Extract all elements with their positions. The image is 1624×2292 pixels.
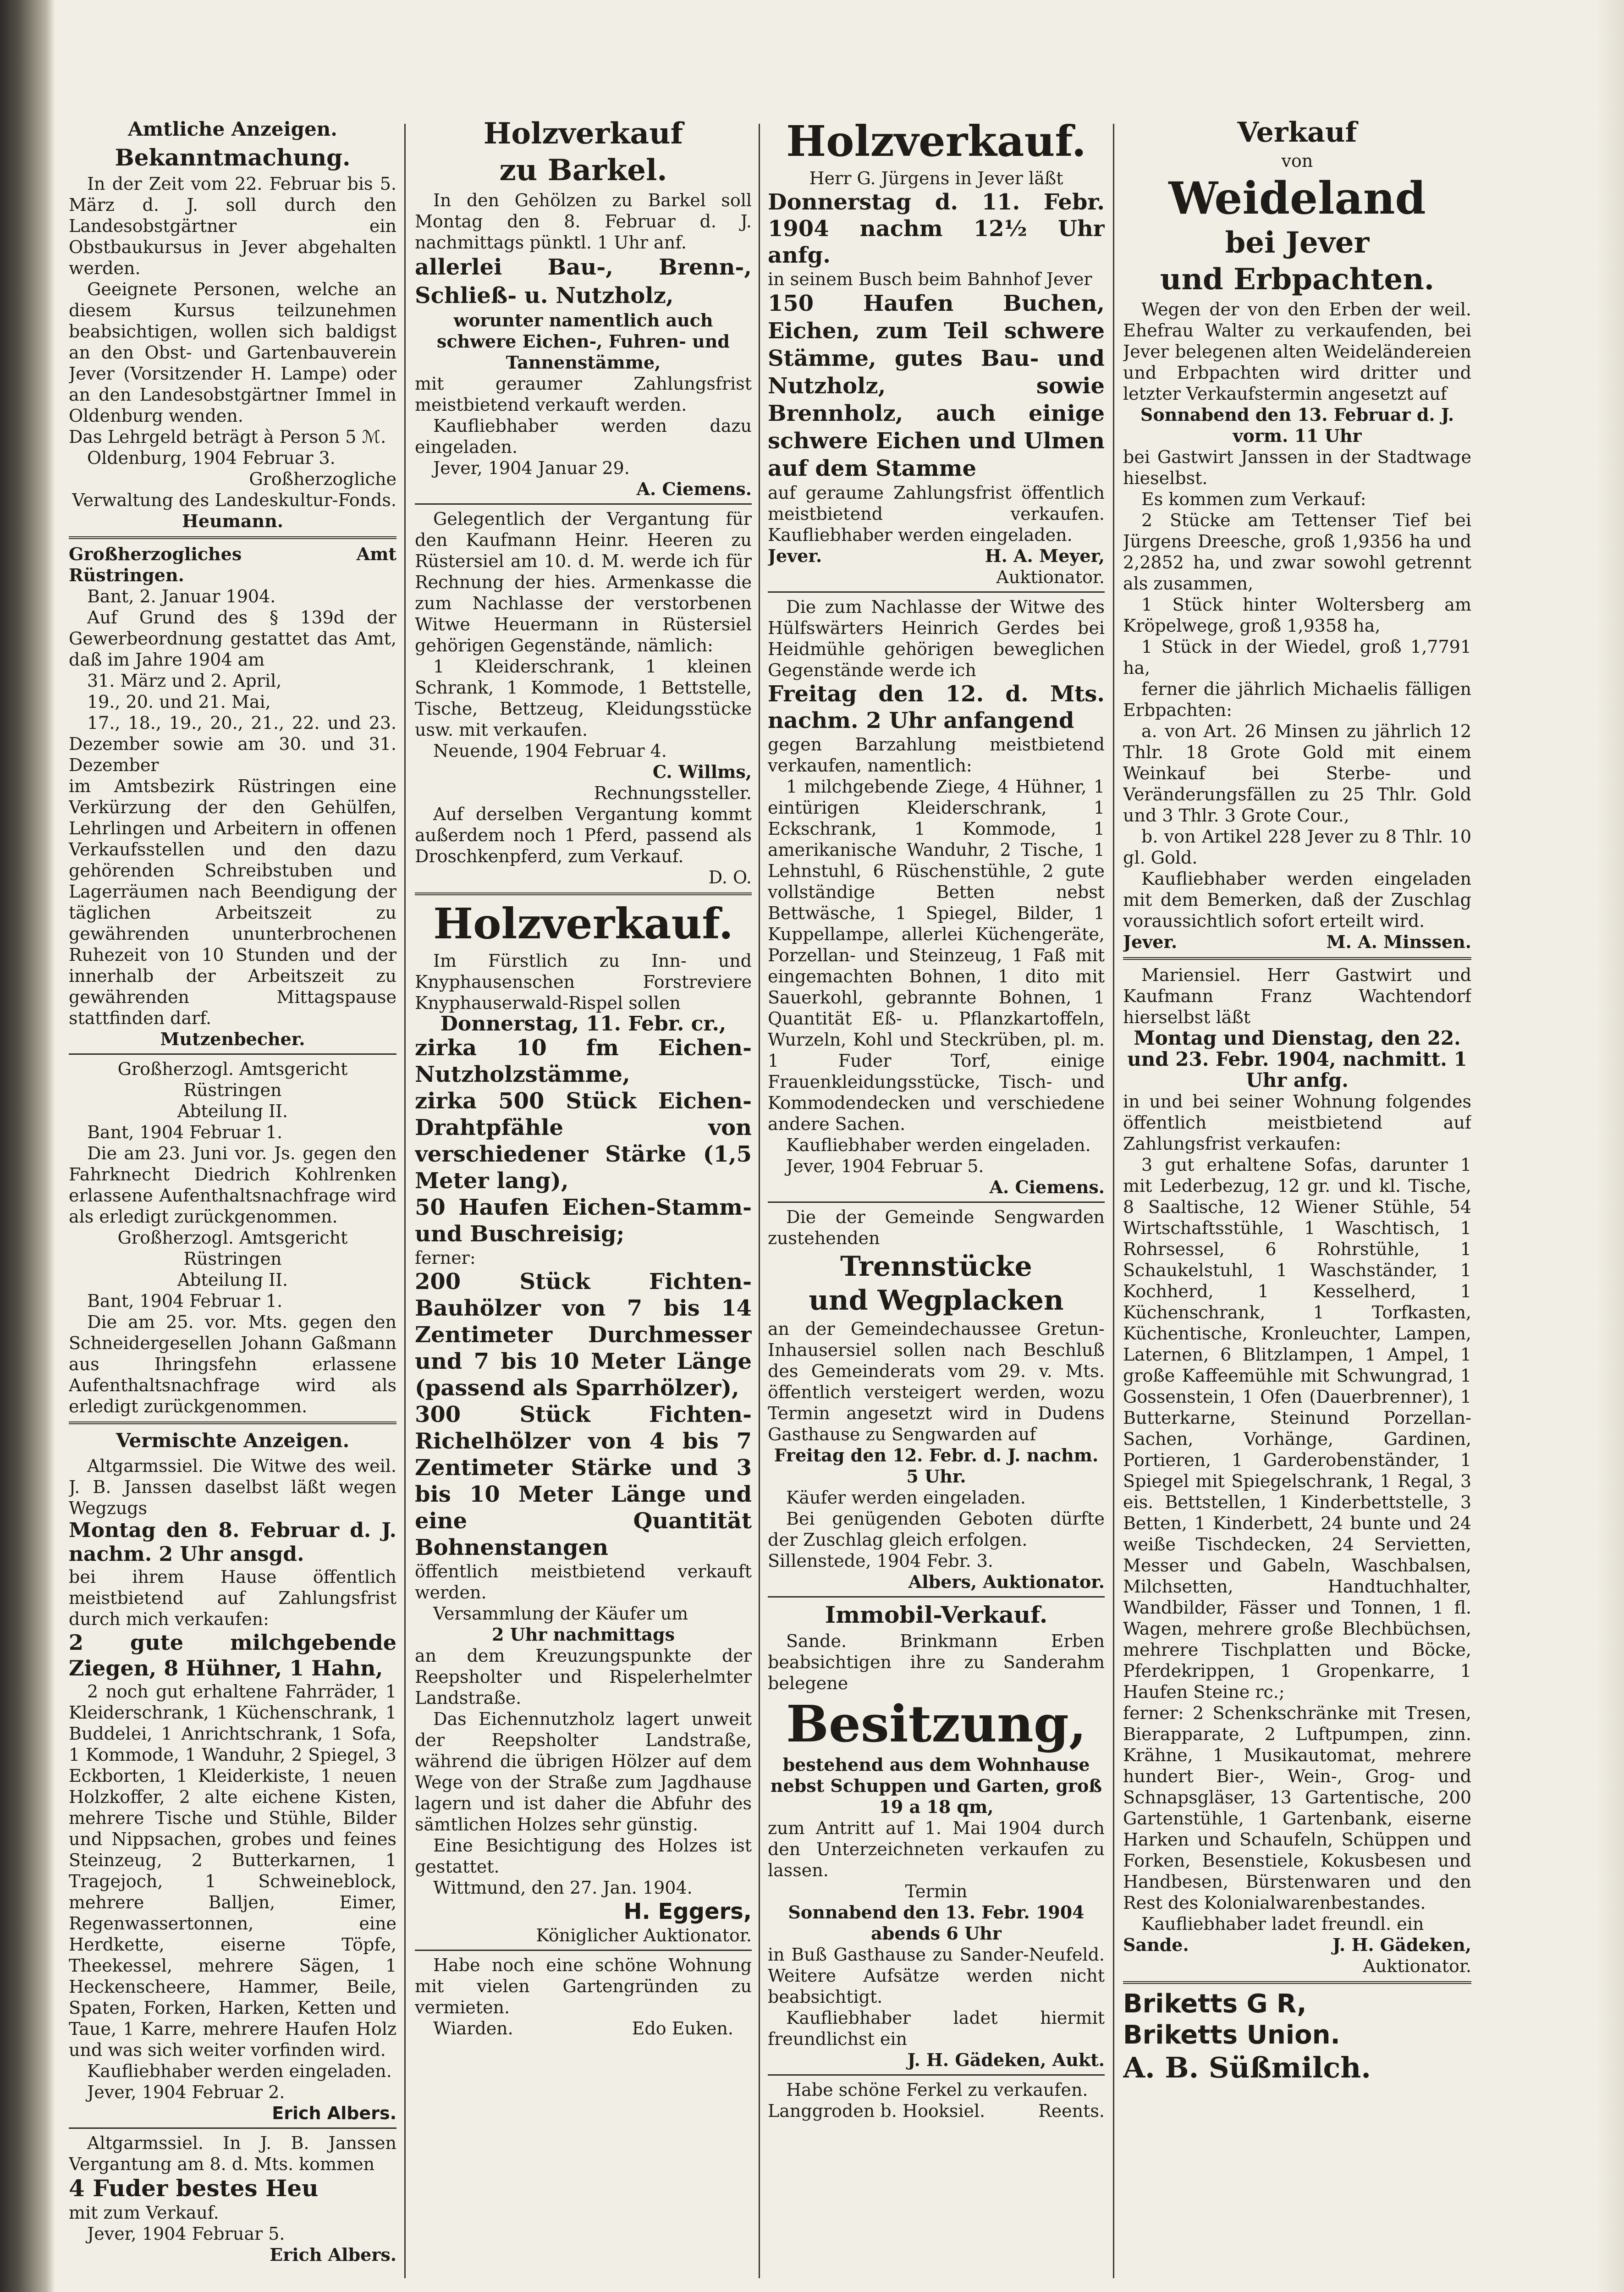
ad-trennstuecke xyxy=(768,1207,1105,1592)
notice-date: Bant, 2. Januar 1904. xyxy=(87,586,276,606)
ad-body: mit geraumer Zahlungsfrist meistbietend verkauft werden. xyxy=(415,374,752,415)
ad-body: Kaufliebhaber werden dazu eingeladen. xyxy=(415,416,752,457)
page-edge xyxy=(1596,0,1624,2292)
ad-signer: Reents. xyxy=(1038,2101,1105,2121)
ad-body: Eine Besichtigung des Holzes ist gestattet. xyxy=(415,1835,752,1877)
ad-title-von: von xyxy=(1281,151,1313,171)
ad-signer: A. B. Süßmilch. xyxy=(1123,2051,1371,2084)
notice-body: Auf Grund des § 139d der Gewerbeordnung gestattet das Amt, daß im Jahre 1904 am xyxy=(69,607,396,670)
ad-title: Verkauf xyxy=(1237,116,1357,149)
ad-bold: worunter namentlich auch schwere Eichen-, Fuhren- und Tannenstämme, xyxy=(437,310,730,373)
ad-title: bei Jever xyxy=(1225,226,1370,260)
ad-body: Auf derselben Vergantung kommt außerdem noch 1 Pferd, passend als Droschkenpferd, zum Verkauf. xyxy=(415,804,752,866)
ad-auction-janssen xyxy=(69,1455,396,2124)
ad-highlight: 2 gute milchgebende Ziegen, 8 Hühner, 1 Hahn, xyxy=(69,1630,396,1680)
ad-body: 1 milchgebende Ziege, 4 Hühner, 1 eintürigen Kleiderschrank, 1 Eckschrank, 1 Kommode, 1 amerikanische Wanduhr, 2 Tische, 1 Lehnstuhl, 6 Rüschenstühle, 2 gute vollständige Betten nebst Bettwäsche, 1 Spiegel, Bilder, 1 Kuppellampe, allerlei Küchengeräte, Porzellan- und Steinzeug, 1 Faß mit eingemachten Bohnen, 1 dito mit Sauerkohl, gebrannte Bohnen, 1 Quantität Eß- u. Pflanzkartoffeln, Wurzeln, Kohl und Steckrüben, pl. m. 1 Fuder Torf, einige Frauenkleidungsstücke, Tisch- und Kommodendecken und verschiedene andere Sachen. xyxy=(768,777,1105,1134)
notice-header: Abteilung II. xyxy=(177,1270,288,1290)
ad-item: 300 Stück Fichten-Richelhölzer von 4 bis 7 Zentimeter Stärke und 3 bis 10 Meter Länge und eine Quantität Bohnenstangen xyxy=(415,1402,752,1560)
divider xyxy=(768,1596,1105,1598)
ad-body: 1 Kleiderschrank, 1 kleinen Schrank, 1 Kommode, 1 Bettstelle, Tische, Bettzeug, Kleidungsstücke usw. mit verkaufen. xyxy=(415,656,752,740)
ad-date: Jever, 1904 Januar 29. xyxy=(433,458,630,478)
ad-title: und Erbpachten. xyxy=(1160,262,1435,297)
ad-highlight: allerlei Bau-, Brenn-, Schließ- u. Nutzholz, xyxy=(415,254,752,309)
ad-date: Neuende, 1904 Februar 4. xyxy=(433,741,667,761)
ad-body: in Buß Gasthause zu Sander-Neufeld. Weitere Aufsätze werden nicht beabsichtigt. xyxy=(768,1945,1105,2007)
notice-header: Großherzogl. Amtsgericht Rüstringen xyxy=(117,1059,348,1100)
ad-date-line: Montag und Dienstag, den 22. und 23. Febr. 1904, nachmitt. 1 Uhr anfg. xyxy=(1127,1027,1467,1091)
ad-date-line: Freitag den 12. d. Mts. nachm. 2 Uhr anfangend xyxy=(768,681,1105,733)
ad-body: Habe noch eine schöne Wohnung mit vielen Gartengründen zu vermieten. xyxy=(415,1955,752,2017)
ad-date: Jever, 1904 Februar 2. xyxy=(87,2082,285,2102)
ad-highlight: 4 Fuder bestes Heu xyxy=(69,2175,319,2202)
divider xyxy=(1123,1981,1471,1984)
divider xyxy=(69,1053,396,1055)
ad-place: Jever. xyxy=(768,545,822,566)
notice-signer: Heumann. xyxy=(182,511,284,531)
ad-body: mit zum Verkauf. xyxy=(69,2203,219,2223)
ad-signer: H. A. Meyer, xyxy=(985,545,1105,566)
ad-body: Im Fürstlich zu Inn- und Knyphausenschen Forstreviere Knyphauserwald-Rispel sollen xyxy=(415,951,752,1013)
notice-date: Bant, 1904 Februar 1. xyxy=(87,1122,283,1142)
ad-item: ferner die jährlich Michaelis fälligen Erbpachten: xyxy=(1123,679,1471,720)
ad-line: Briketts Union. xyxy=(1123,2020,1340,2050)
ad-body: Altgarmssiel. Die Witwe des weil. J. B. Janssen daselbst läßt wegen Wegzugs xyxy=(69,1456,396,1518)
ad-termin: Termin xyxy=(905,1881,968,1901)
ad-body: öffentlich meistbietend verkauft werden. xyxy=(415,1561,752,1603)
ad-signer: M. A. Minssen. xyxy=(1326,931,1471,952)
ad-signer-title: Königlicher Auktionator. xyxy=(536,1925,752,1945)
ad-bold: bestehend aus dem Wohnhause nebst Schuppen und Garten, groß 19 a 18 qm, xyxy=(770,1754,1102,1817)
section-title: Amtliche Anzeigen. xyxy=(128,118,337,140)
column-rule xyxy=(404,124,406,2278)
ad-briketts xyxy=(1123,1989,1471,2085)
ad-item: a. von Art. 26 Minsen zu jährlich 12 Thlr. 18 Grote Gold mit einem Weinkauf bei Sterbe- und Veränderungsfällen zu 25 Thlr. Gold und 3 Thlr. 3 Grote Cour., xyxy=(1123,721,1471,826)
ad-body: Versammlung der Käufer um xyxy=(433,1603,688,1624)
ad-place: Sande. xyxy=(1123,1934,1189,1955)
ad-immobil-verkauf xyxy=(768,1601,1105,2071)
notice-header: Abteilung II. xyxy=(177,1101,288,1121)
notice-amtsgericht-2 xyxy=(69,1227,396,1417)
ad-item: 1 Stück hinter Woltersberg am Kröpelwege, groß 1,9358 ha, xyxy=(1123,595,1471,636)
ad-date: Wittmund, den 27. Jan. 1904. xyxy=(433,1878,693,1898)
ad-signer: Erich Albers. xyxy=(270,2244,396,2265)
ad-body: Habe schöne Ferkel zu verkaufen. xyxy=(786,2080,1088,2100)
ad-signer: A. Ciemens. xyxy=(636,479,752,499)
notice-date: Bant, 1904 Februar 1. xyxy=(87,1291,283,1311)
notice-body: Die am 25. vor. Mts. gegen den Schneidergesellen Johann Gaßmann aus Ihringsfehn erlassene Aufenthaltsnachfrage wird als erledigt zurückgenommen. xyxy=(69,1312,396,1416)
ad-date: Sillenstede, 1904 Febr. 3. xyxy=(768,1551,993,1571)
ad-mariensiel xyxy=(1123,964,1471,1977)
ad-body: Kaufliebhaber werden eingeladen mit dem Bemerken, daß der Zuschlag voraussichtlich sofort erteilt wird. xyxy=(1123,869,1471,931)
ad-date-line: Sonnabend den 13. Febr. 1904 abends 6 Uhr xyxy=(788,1902,1085,1944)
notice-authority: Großherzogliche xyxy=(249,469,396,489)
ad-body: Kaufliebhaber ladet freundl. ein xyxy=(1141,1914,1424,1934)
ad-body: Bei genügenden Geboten dürfte der Zuschlag gleich erfolgen. xyxy=(768,1509,1105,1550)
column-rule xyxy=(1113,124,1114,2278)
ad-body: an der Gemeindechaussee Gretun-Inhausersiel sollen nach Beschluß des Gemeinderats vom 29. v. Mts. öffentlich versteigert werden, wozu Termin angesetzt wird in Dudens Gasthause zu Sengwarden auf xyxy=(768,1319,1105,1444)
ad-body: Kaufliebhaber werden eingeladen. xyxy=(786,1135,1091,1155)
notice-fee: Das Lehrgeld beträgt à Person 5 ℳ. xyxy=(69,427,386,447)
ad-body: Die der Gemeinde Sengwarden zustehenden xyxy=(768,1207,1105,1248)
ad-body: Gelegentlich der Vergantung für den Kaufmann Heinr. Heeren zu Rüstersiel am 10. d. M. werde ich für Rechnung der hies. Armenkasse die zum Nachlasse der verstorbenen Witwe Heuermann in Rüstersiel gehörigen Gegenstände, nämlich: xyxy=(415,509,752,656)
ad-body: in seinem Busch beim Bahnhof Jever xyxy=(768,269,1092,289)
ad-title: Weideland xyxy=(1168,172,1426,224)
ad-item: 2 Stücke am Tettenser Tief bei Jürgens Dreesche, groß 1,9356 ha und 2,2852 ha, und zwar sowohl getrennt als zusammen, xyxy=(1123,510,1471,594)
ad-signer: A. Ciemens. xyxy=(989,1177,1105,1197)
ad-signer: J. H. Gädeken, xyxy=(1332,1934,1471,1955)
notice-amtsgericht-1 xyxy=(69,1058,396,1227)
column-rule xyxy=(759,124,760,2278)
ad-body: Käufer werden eingeladen. xyxy=(786,1488,1026,1508)
ad-holzverkauf-juergens xyxy=(768,117,1105,588)
ad-body: gegen Barzahlung meistbietend verkaufen, namentlich: xyxy=(768,734,1105,776)
ad-body: In den Gehölzen zu Barkel soll Montag den 8. Februar d. J. nachmittags pünktl. 1 Uhr anf. xyxy=(415,190,752,253)
ad-initials: D. O. xyxy=(708,867,752,887)
column-1 xyxy=(69,115,396,2283)
notice-header: Großherzogl. Amtsgericht Rüstringen xyxy=(117,1228,348,1269)
ad-item: zirka 500 Stück Eichen-Drahtpfähle von verschiedener Stärke (1,5 Meter lang), xyxy=(415,1088,752,1194)
section-title: Vermischte Anzeigen. xyxy=(116,1429,350,1452)
ad-wohnung xyxy=(415,1955,752,2039)
ad-place: Langgroden b. Hooksiel. xyxy=(768,2101,985,2121)
notice-amt-ruestringen xyxy=(69,544,396,1050)
divider xyxy=(415,1950,752,1951)
ad-body: auf geraume Zahlungsfrist öffentlich meistbietend verkaufen. Kaufliebhaber werden eingeladen. xyxy=(768,483,1105,545)
ad-body: Mariensiel. Herr Gastwirt und Kaufmann Franz Wachtendorf hierselbst läßt xyxy=(1123,965,1471,1027)
notice-signer: Mutzenbecher. xyxy=(160,1029,305,1049)
ad-body: bei Gastwirt Janssen in der Stadtwage hieselbst. xyxy=(1123,447,1471,488)
column-3 xyxy=(768,115,1105,2283)
divider xyxy=(69,1421,396,1424)
ad-line: Briketts G R, xyxy=(1123,1989,1307,2019)
ad-title: zu Barkel. xyxy=(499,153,667,187)
ad-title: Immobil-Verkauf. xyxy=(825,1601,1048,1628)
ad-item: 200 Stück Fichten-Bauhölzer von 7 bis 14 Zentimeter Durchmesser und 7 bis 10 Meter Länge (passend als Sparrhölzer), xyxy=(415,1269,752,1401)
ad-signer-title: Auktionator. xyxy=(996,567,1105,587)
ad-item: 1 Stück in der Wiedel, groß 1,7791 ha, xyxy=(1123,637,1471,678)
divider xyxy=(1123,957,1471,960)
ad-body: Wegen der von den Erben der weil. Ehefrau Walter zu verkaufenden, bei Jever belegenen alten Weideländereien und Erbpachten wird dritter und letzter Verkaufstermin angesetzt auf xyxy=(1123,299,1471,404)
notice-dates: 31. März und 2. April, xyxy=(87,671,282,691)
ad-signer: Edo Euken. xyxy=(632,2018,733,2039)
ad-date: Jever, 1904 Februar 5. xyxy=(786,1156,984,1176)
divider xyxy=(768,591,1105,593)
ad-hay xyxy=(69,2132,396,2265)
ad-signer: Albers, Auktionator. xyxy=(908,1571,1105,1592)
notice-header: Großherzogliches Amt Rüstringen. xyxy=(69,544,396,585)
notice-body: Die am 23. Juni vor. Js. gegen den Fahrknecht Diedrich Kohlrenken erlassene Aufenthaltsnachfrage wird als erledigt zurückgenommen. xyxy=(69,1143,396,1227)
ad-holzverkauf-barkel xyxy=(415,116,752,500)
divider xyxy=(69,536,396,539)
ad-body: 2 noch gut erhaltene Fahrräder, 1 Kleiderschrank, 1 Küchenschrank, 1 Buddelei, 1 Anrichtschrank, 1 Sofa, 1 Kommode, 1 Wanduhr, 2 Spiegel, 3 Eckborten, 1 Kleiderkiste, 1 neuen Holzkoffer, 2 alte eichene Kisten, mehrere Tische und Stühle, Bilder und Nippsachen, grobes und feines Steinzeug, 2 Butterkarnen, 1 Tragejoch, 1 Schweineblock, mehrere Balljen, Eimer, Regenwassertonnen, eine Herdkette, eiserne Töpfe, Theekessel, mehrere Sägen, 1 Heckenscheere, Hammer, Beile, Spaten, Forken, Harken, Ketten und Taue, 1 Karre, mehrere Haufen Holz und was sich weiter vorfinden wird. xyxy=(69,1681,396,2060)
ad-body: in und bei seiner Wohnung folgendes öffentlich meistbietend auf Zahlungsfrist verkaufen: xyxy=(1123,1091,1471,1154)
divider xyxy=(69,2127,396,2129)
ad-body: Die zum Nachlasse der Witwe des Hülfswärters Heinrich Gerdes bei Heidmühle gehörigen beweglichen Gegenstände werde ich xyxy=(768,597,1105,680)
notice-body: Geeignete Personen, welche an diesem Kursus teilzunehmen beabsichtigen, wollen sich baldigst an den Obst- und Gartenbauverein Jever (Vorsitzender H. Lampe) oder an den Landesobstgärtner Immel in Oldenburg wenden. xyxy=(69,279,396,426)
notice-body: In der Zeit vom 22. Februar bis 5. März d. J. soll durch den Landesobstgärtner ein Obstbaukursus in Jever abgehalten werden. xyxy=(69,174,396,278)
ad-signer: H. Eggers, xyxy=(623,1899,752,1924)
ad-title: und Wegplacken xyxy=(809,1284,1064,1317)
notice-heading: Bekanntmachung. xyxy=(115,144,351,171)
notice-body: im Amtsbezirk Rüstringen eine Verkürzung der den Gehülfen, Lehrlingen und Arbeitern in offenen Verkaufsstellen und den dazu gehörenden Schreibstuben und Lagerräumen nach Beendigung der täglichen Arbeitszeit zu gewährenden ununterbrochenen Ruhezeit von 10 Stunden und der innerhalb der Arbeitszeit zu gewährenden Mittagspause stattfinden darf. xyxy=(69,776,396,1028)
ad-body: an dem Kreuzungspunkte der Reepsholter und Rispelerhelmter Landstraße. xyxy=(415,1646,752,1708)
divider xyxy=(415,503,752,505)
ad-date: Jever, 1904 Februar 5. xyxy=(87,2224,285,2244)
ad-body: zum Antritt auf 1. Mai 1904 durch den Unterzeichneten verkaufen zu lassen. xyxy=(768,1818,1105,1880)
ad-title: Trennstücke xyxy=(840,1251,1032,1283)
ad-item: b. von Artikel 228 Jever zu 8 Thlr. 10 gl. Gold. xyxy=(1123,826,1471,868)
ad-title: Holzverkauf. xyxy=(433,899,733,948)
ad-ferkel xyxy=(768,2079,1105,2121)
ad-date-line: Freitag den 12. Febr. d. J. nachm. 5 Uhr. xyxy=(774,1445,1099,1487)
ad-item: zirka 10 fm Eichen-Nutzholzstämme, xyxy=(415,1035,752,1087)
ad-body: Altgarmssiel. In J. B. Janssen Vergantung am 8. d. Mts. kommen xyxy=(69,2133,396,2174)
ad-signer: C. Willms, xyxy=(652,761,752,782)
divider xyxy=(768,1201,1105,1203)
ad-body: Herr G. Jürgens in Jever läßt xyxy=(809,168,1063,188)
ad-nachlass-gerdes xyxy=(768,596,1105,1198)
ad-place: Wiarden. xyxy=(433,2018,513,2039)
ad-title: Holzverkauf xyxy=(483,116,683,151)
notice-bekanntmachung xyxy=(69,144,396,532)
ad-body: ferner: 2 Schenkschränke mit Tresen, Bierapparate, 2 Luftpumpen, zinn. Krähne, 1 Musikautomat, mehrere hundert Bier-, Wein-, Grog- und Schnapsgläser, 13 Gartentische, 200 Gartenstühle, 1 Gartenbank, eiserne Harken und Schaufeln, Schüppen und Forken, Besenstiele, Kokusbesen und Handbesen, Bürstenwaren und den Rest des Kolonialwarenbestandes. xyxy=(1123,1703,1471,1913)
ad-body: bei ihrem Hause öffentlich meistbietend auf Zahlungsfrist durch mich verkaufen: xyxy=(69,1567,396,1629)
ad-body: Es kommen zum Verkauf: xyxy=(1141,489,1366,509)
ad-date-line: Donnerstag d. 11. Febr. 1904 nachm 12½ Uhr anfg. xyxy=(768,189,1105,268)
ad-title: Holzverkauf. xyxy=(786,116,1086,166)
ad-highlight: 150 Haufen Buchen, Eichen, zum Teil schwere Stämme, gutes Bau- und Nutzholz, sowie Brennholz, auch einige schwere Eichen und Ulmen auf dem Stamme xyxy=(768,291,1105,481)
column-2 xyxy=(415,115,752,2283)
notice-date: Oldenburg, 1904 Februar 3. xyxy=(87,448,336,468)
ad-body: Das Eichennutzholz lagert unweit der Reepsholter Landstraße, während die übrigen Hölzer auf dem Wege von der Straße zum Jagdhause lagern und ist daher die Abfuhr des sämtlichen Holzes sehr günstig. xyxy=(415,1709,752,1835)
ad-body: Kaufliebhaber werden eingeladen. xyxy=(87,2061,392,2081)
ad-signer: J. H. Gädeken, Aukt. xyxy=(907,2050,1105,2070)
ad-date-line: Sonnabend den 13. Februar d. J. vorm. 11 Uhr xyxy=(1140,404,1454,446)
ad-highlight: Besitzung, xyxy=(786,1694,1087,1753)
ad-signer: Erich Albers. xyxy=(272,2103,396,2123)
binding-gutter xyxy=(0,0,55,2292)
notice-authority: Verwaltung des Landeskultur-Fonds. xyxy=(72,490,396,510)
ad-holzverkauf-knyphausen xyxy=(415,900,752,1946)
ad-signer-title: Rechnungssteller. xyxy=(594,783,752,803)
ad-place: Jever. xyxy=(1123,931,1178,952)
ad-date-line: Montag den 8. Februar d. J. nachm. 2 Uhr ansgd. xyxy=(69,1519,396,1566)
ad-ferner: ferner: xyxy=(415,1248,476,1268)
notice-dates: 17., 18., 19., 20., 21., 22. und 23. Dezember sowie am 30. und 31. Dezember xyxy=(69,713,396,775)
ad-date-line: Donnerstag, 11. Febr. cr., xyxy=(440,1012,727,1036)
divider xyxy=(415,893,752,895)
ad-time: 2 Uhr nachmittags xyxy=(491,1624,675,1645)
divider xyxy=(768,2074,1105,2076)
ad-body: 3 gut erhaltene Sofas, darunter 1 mit Lederbezug, 12 gr. und kl. Tische, 8 Saaltische, 12 Wiener Stühle, 54 Wirtschaftsstühle, 1 Waschtisch, 1 Rohrsessel, 6 Rohrstühle, 1 Schaukelstuhl, 1 Waschständer, 1 Kochherd, 1 Kesselherd, 1 Küchenschrank, 1 Torfkasten, Küchentische, Kronleuchter, Lampen, Laternen, 6 Blitzlampen, 1 Ampel, 1 große Kaffeemühle mit Schwungrad, 1 Gossenstein, 1 Ofen (Dauerbrenner), 1 Butterkarne, Steinund Porzellan-Sachen, Vorhänge, Gardinen, Portieren, 1 Garderobenständer, 1 Spiegel mit Spiegelschrank, 1 Regal, 3 eis. Bettstellen, 1 Kinderbettstelle, 3 Betten, 1 Kinderbett, 24 bunte und 24 weiße Tischdecken, 24 Servietten, Messer und Gabeln, Waschbalsen, Milchsetten, Handtuchhalter, Wandbilder, Fässer und Tonnen, 1 fl. Wagen, mehrere große Blechbüchsen, mehrere Tischplatten und Böcke, Pferdekrippen, 1 Gropenkarre, 1 Haufen Steine rc.; xyxy=(1123,1155,1471,1702)
column-4 xyxy=(1123,115,1471,2283)
ad-vergantung-heeren xyxy=(415,508,752,888)
ad-weideland xyxy=(1123,116,1471,953)
ad-body: Sande. Brinkmann Erben beabsichtigen ihre zu Sanderahm belegene xyxy=(768,1631,1105,1693)
ad-signer-title: Auktionator. xyxy=(1363,1956,1471,1976)
notice-dates: 19., 20. und 21. Mai, xyxy=(87,692,271,712)
ad-item: 50 Haufen Eichen-Stamm- und Buschreisig; xyxy=(415,1195,752,1247)
ad-body: Kaufliebhaber ladet hiermit freundlichst ein xyxy=(768,2008,1105,2049)
